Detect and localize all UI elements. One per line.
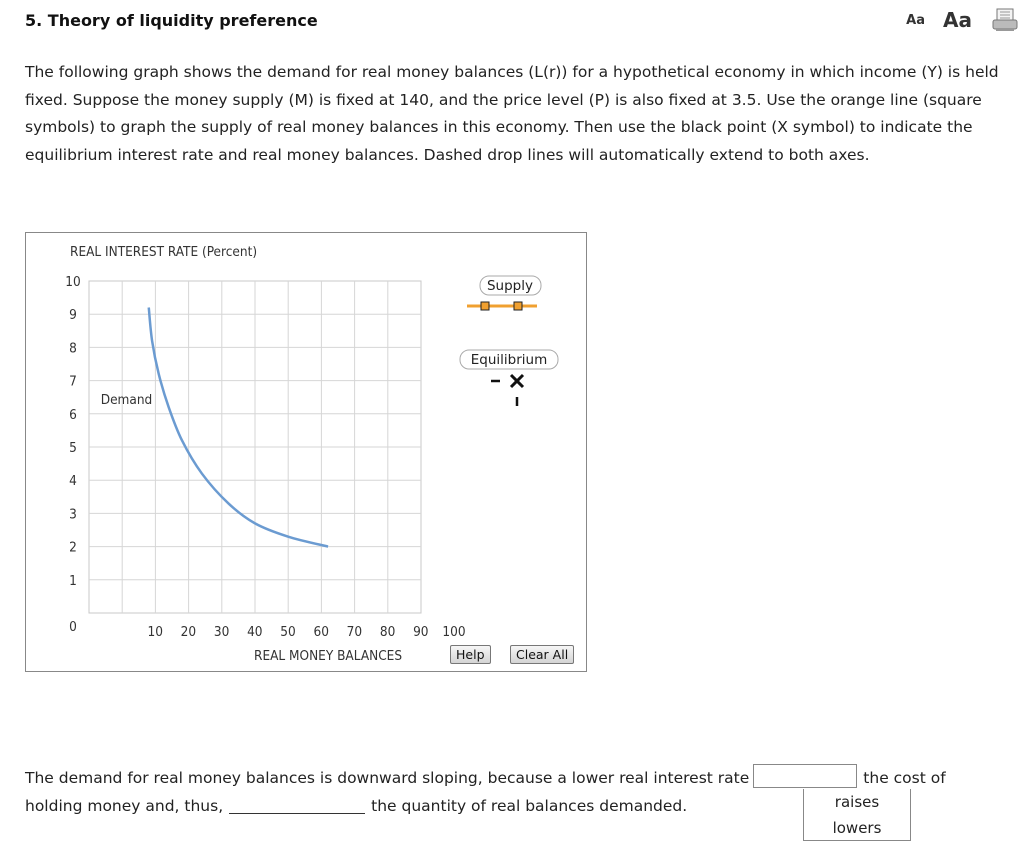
sentence-part-2: the cost of holding money and, thus,	[25, 769, 946, 815]
question-intro: The following graph shows the demand for real money balances (L(r)) for a hypothetical economy in which income (Y) is held fixed. Suppose the money supply (M) is fixed at 140, and the price level (P) is also fixed at 3.5. Use the orange line (square symbols) to graph the supply of real money balances in this economy. Then use the black point (X symbol) to indicate the equilibrium interest rate and real money balances. Dashed drop lines will automatically extend to both axes.	[25, 63, 999, 164]
x-tick-label: 80	[379, 624, 396, 640]
y-tick-label: 1	[69, 572, 77, 589]
plot-grid	[89, 281, 421, 613]
answer-blank-2[interactable]	[229, 797, 365, 814]
supply-tool-square-left[interactable]	[481, 302, 489, 310]
x-tick-label: 90	[413, 624, 429, 640]
question-title: 5. Theory of liquidity preference	[25, 11, 318, 30]
palette-equilibrium[interactable]	[460, 350, 558, 406]
dropdown-option-lowers[interactable]: lowers	[832, 819, 882, 837]
y-tick-label: 5	[69, 440, 77, 456]
x-tick-label: 100	[442, 624, 466, 640]
y-axis-label: REAL INTEREST RATE (Percent)	[70, 244, 258, 260]
increase-font-button[interactable]: Aa	[943, 8, 972, 32]
y-tick-label: 8	[69, 340, 77, 357]
supply-tool-square-right[interactable]	[514, 302, 522, 310]
x-tick-label: 10	[147, 624, 163, 640]
y-tick-label: 9	[69, 307, 77, 324]
equilibrium-x-icon[interactable]	[511, 375, 523, 387]
print-icon[interactable]	[992, 8, 1018, 32]
graph-svg	[26, 233, 586, 671]
supply-label: Supply	[486, 278, 534, 294]
sentence-part-3: the quantity of real balances demanded.	[371, 797, 688, 815]
y-tick-label: 7	[69, 373, 77, 390]
y-tick-label: 2	[69, 539, 77, 556]
clear-all-button[interactable]: Clear All	[510, 645, 574, 664]
demand-curve-label: Demand	[100, 392, 153, 409]
x-tick-label: 70	[346, 624, 363, 640]
x-tick-label: 20	[180, 624, 197, 640]
equilibrium-label: Equilibrium	[470, 352, 548, 368]
y-tick-label: 10	[65, 274, 81, 290]
x-tick-label: 30	[213, 624, 230, 640]
x-axis-label: REAL MONEY BALANCES	[254, 648, 403, 664]
palette-supply[interactable]	[467, 276, 541, 310]
dropdown-option-raises[interactable]: raises	[834, 793, 880, 811]
toolbar	[906, 8, 1018, 32]
y-tick-label: 0	[69, 619, 77, 635]
answer-dropdown-1[interactable]	[753, 764, 857, 788]
help-button[interactable]: Help	[450, 645, 491, 664]
y-tick-label: 4	[69, 473, 77, 490]
y-tick-label: 3	[69, 506, 77, 523]
x-tick-label: 40	[247, 624, 263, 640]
x-tick-label: 60	[313, 624, 329, 640]
y-tick-label: 6	[69, 406, 77, 423]
graph-panel	[25, 232, 587, 672]
x-tick-label: 50	[280, 624, 296, 640]
decrease-font-button[interactable]: Aa	[906, 12, 926, 28]
sentence-part-1: The demand for real money balances is downward sloping, because a lower real interest rate	[25, 769, 750, 787]
dropdown-options-list	[803, 789, 911, 841]
